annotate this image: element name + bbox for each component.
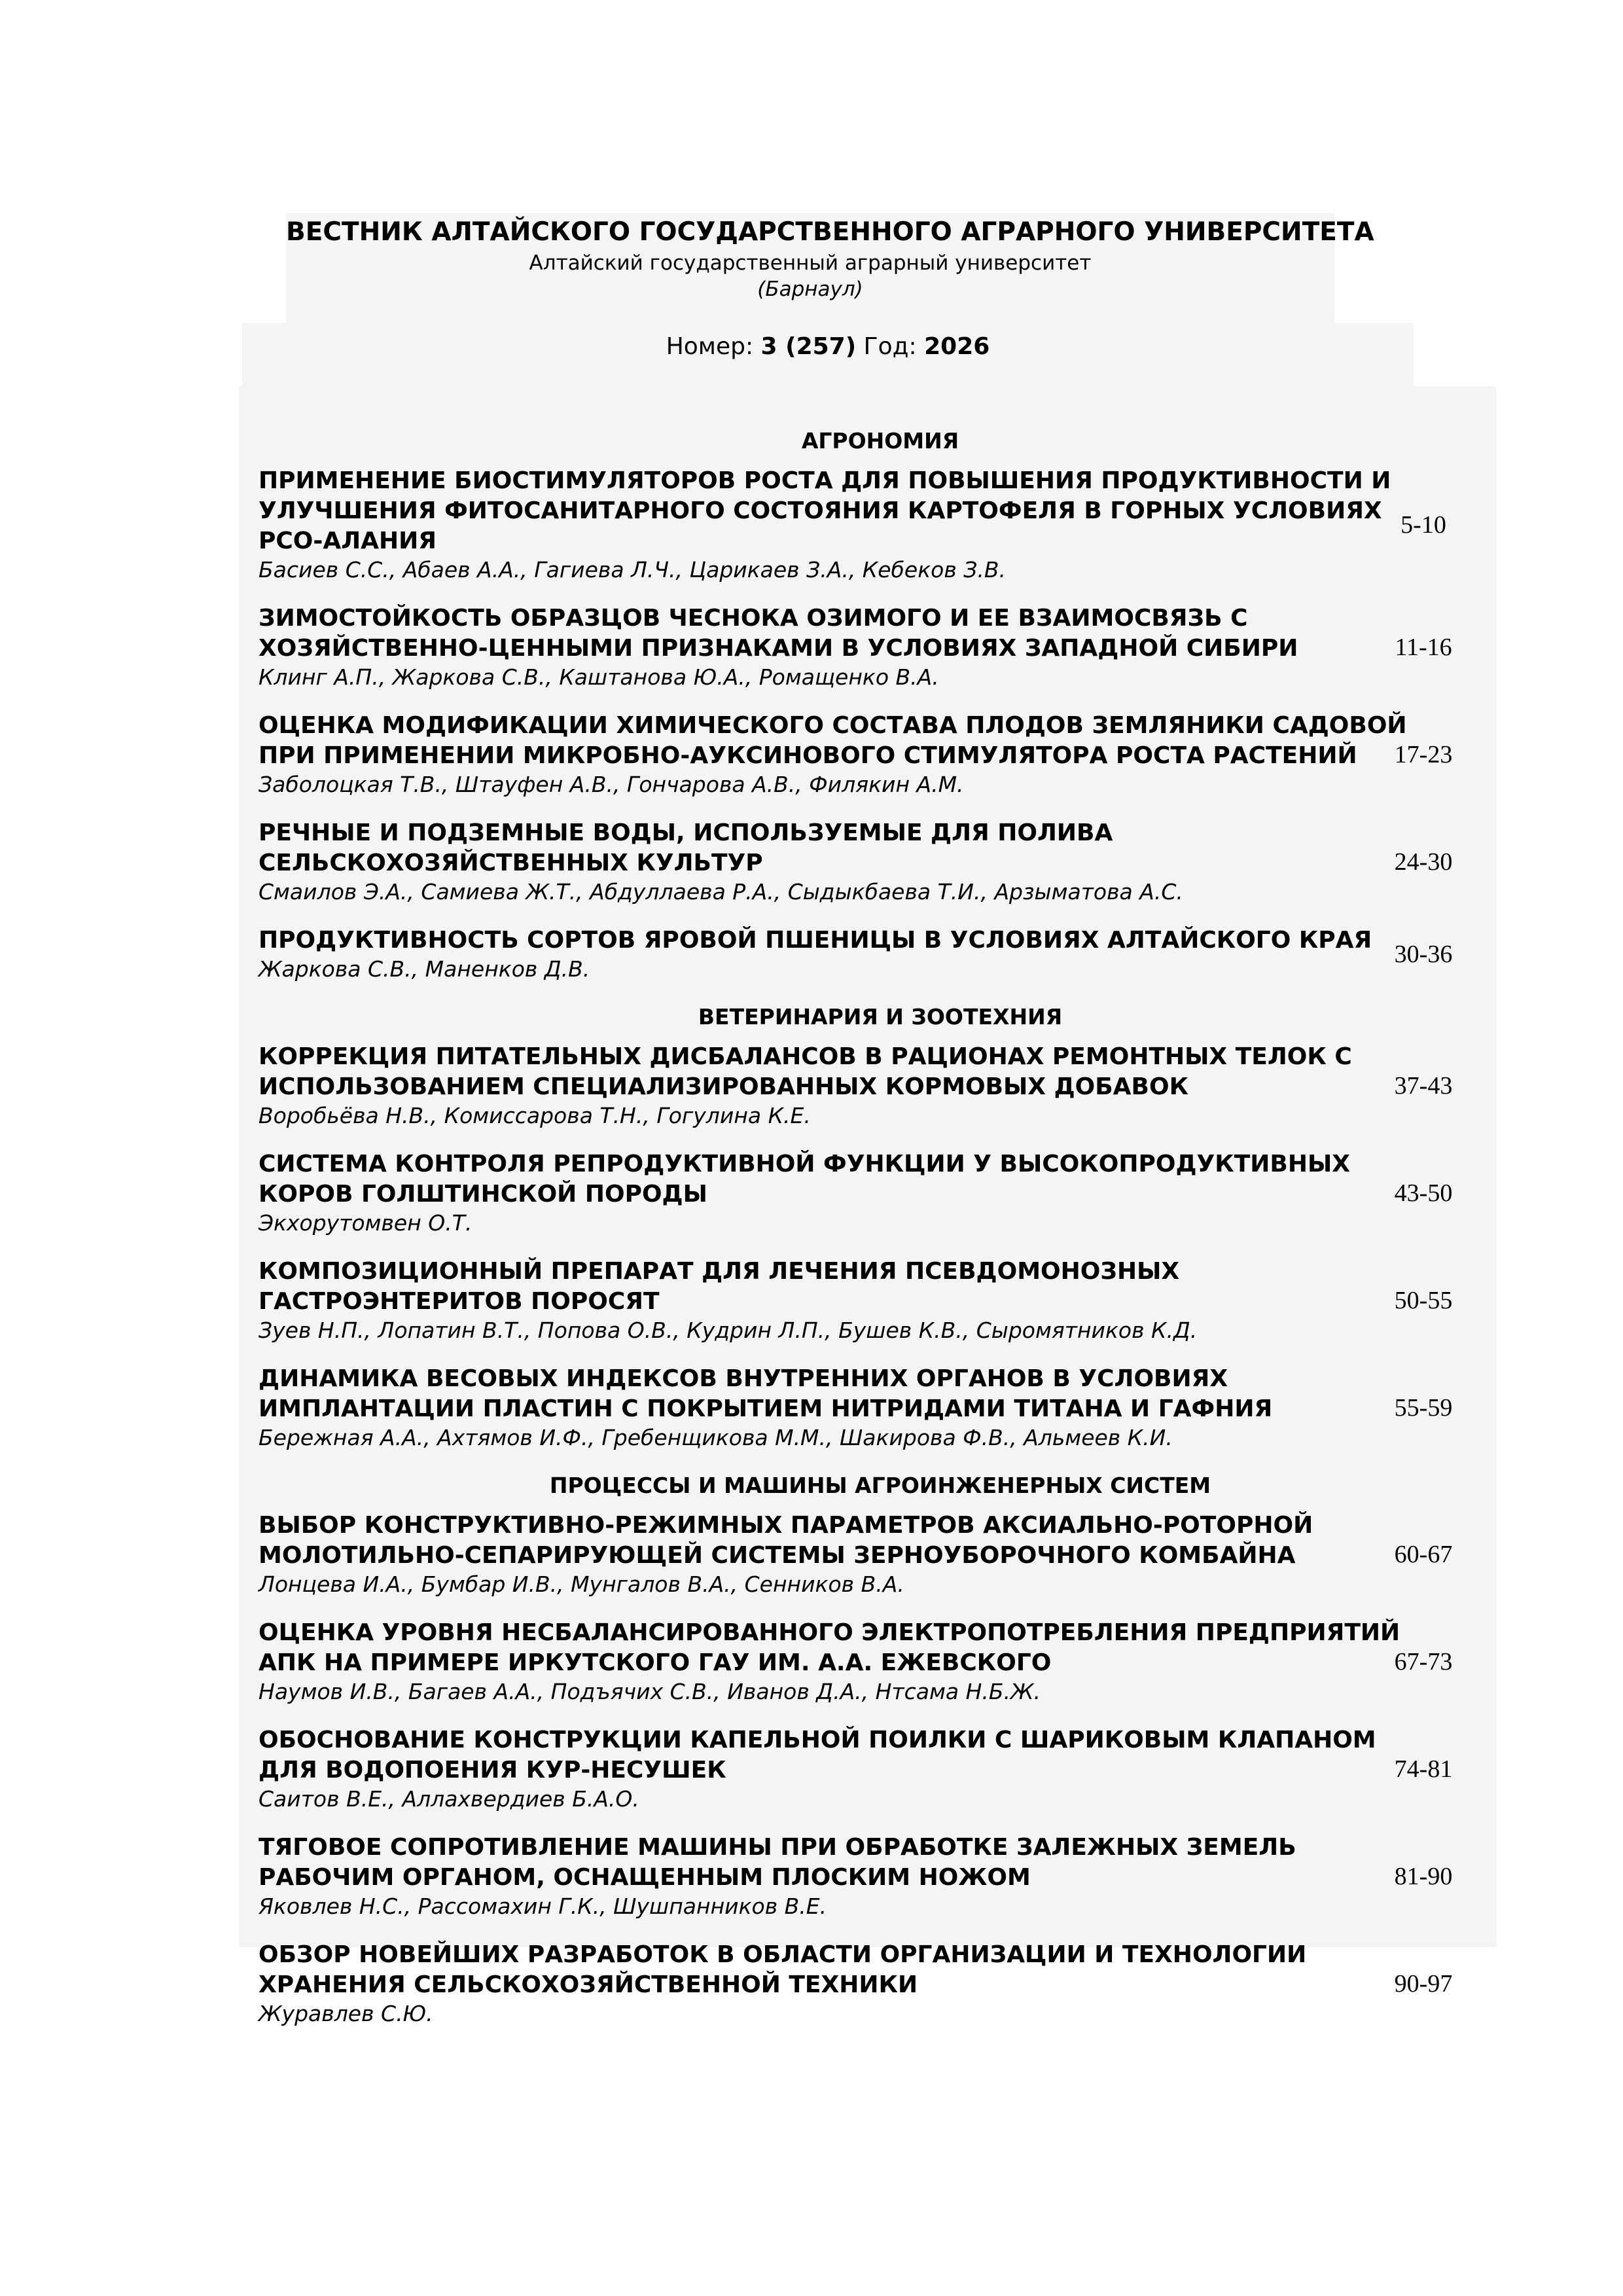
toc-entry[interactable] xyxy=(259,603,1476,691)
article-pages: 30-36 xyxy=(1394,941,1453,968)
article-pages: 55-59 xyxy=(1394,1394,1453,1422)
article-pages: 67-73 xyxy=(1394,1648,1453,1676)
article-pages: 60-67 xyxy=(1394,1541,1453,1568)
toc-entry[interactable] xyxy=(259,1149,1476,1237)
article-pages: 17-23 xyxy=(1394,741,1453,768)
toc-entry-body xyxy=(259,1042,1352,1130)
issue-number-label: Номер: xyxy=(666,333,754,360)
toc-entry-body xyxy=(259,925,1372,983)
toc-entry-body xyxy=(259,711,1407,798)
article-title-line[interactable]: ОБОСНОВАНИЕ КОНСТРУКЦИИ КАПЕЛЬНОЙ ПОИЛКИ С ШАРИКОВЫМ КЛАПАНОМ xyxy=(259,1727,1376,1753)
toc-entry-body xyxy=(259,603,1338,691)
toc-entry-body xyxy=(259,1833,1338,1920)
article-pages: 90-97 xyxy=(1394,1970,1453,1998)
article-title-line[interactable]: РЕЧНЫЕ И ПОДЗЕМНЫЕ ВОДЫ, ИСПОЛЬЗУЕМЫЕ ДЛЯ ПОЛИВА xyxy=(259,819,1113,846)
article-title-line[interactable]: ПРОДУКТИВНОСТЬ СОРТОВ ЯРОВОЙ ПШЕНИЦЫ В УСЛОВИЯХ АЛТАЙСКОГО КРАЯ xyxy=(259,927,1372,954)
toc-entry[interactable] xyxy=(259,1833,1476,1920)
article-title-line[interactable]: ТЯГОВОЕ СОПРОТИВЛЕНИЕ МАШИНЫ ПРИ ОБРАБОТКЕ ЗАЛЕЖНЫХ ЗЕМЕЛЬ xyxy=(259,1834,1296,1861)
toc-entry[interactable] xyxy=(259,1257,1476,1344)
article-title-line[interactable]: РАБОЧИМ ОРГАНОМ, ОСНАЩЕННЫМ ПЛОСКИМ НОЖОМ xyxy=(259,1864,1031,1891)
toc-entry[interactable] xyxy=(259,466,1476,584)
section-heading: ПРОЦЕССЫ И МАШИНЫ АГРОИНЖЕНЕРНЫХ СИСТЕМ xyxy=(549,1473,1211,1498)
article-title-line[interactable]: ЗИМОСТОЙКОСТЬ ОБРАЗЦОВ ЧЕСНОКА ОЗИМОГО И ЕЕ ВЗАИМОСВЯЗЬ С xyxy=(259,605,1248,632)
journal-title: ВЕСТНИК АЛТАЙСКОГО ГОСУДАРСТВЕННОГО АГРАРНОГО УНИВЕРСИТЕТА xyxy=(286,217,1374,247)
article-authors: Зуев Н.П., Лопатин В.Т., Попова О.В., Кудрин Л.П., Бушев К.В., Сыромятников К.Д. xyxy=(259,1318,1198,1343)
toc-entry-body xyxy=(259,1725,1376,1813)
toc-entry[interactable] xyxy=(259,1042,1476,1130)
toc-entry[interactable] xyxy=(259,925,1476,983)
article-authors: Экхорутомвен О.Т. xyxy=(259,1210,473,1236)
article-authors: Жаркова С.В., Маненков Д.В. xyxy=(259,956,590,982)
publisher-city: (Барнаул) xyxy=(757,278,863,301)
article-authors: Саитов В.Е., Аллахвердиев Б.А.О. xyxy=(259,1786,639,1812)
article-authors: Клинг А.П., Жаркова С.В., Каштанова Ю.А., Ромащенко В.А. xyxy=(259,664,939,690)
article-pages: 11-16 xyxy=(1395,634,1452,661)
section-heading: ВЕТЕРИНАРИЯ И ЗООТЕХНИЯ xyxy=(698,1004,1063,1030)
article-title-line[interactable]: ХРАНЕНИЯ СЕЛЬСКОХОЗЯЙСТВЕННОЙ ТЕХНИКИ xyxy=(259,1971,918,1998)
article-title-line[interactable]: КОРОВ ГОЛШТИНСКОЙ ПОРОДЫ xyxy=(259,1181,707,1208)
article-title-line[interactable]: КОРРЕКЦИЯ ПИТАТЕЛЬНЫХ ДИСБАЛАНСОВ В РАЦИОНАХ РЕМОНТНЫХ ТЕЛОК С xyxy=(259,1043,1352,1070)
article-authors: Лонцева И.А., Бумбар И.В., Мунгалов В.А., Сенников В.А. xyxy=(259,1571,904,1597)
article-authors: Смаилов Э.А., Самиева Ж.Т., Абдуллаева Р.А., Сыдыкбаева Т.И., Арзыматова А.С. xyxy=(259,879,1183,905)
article-pages: 24-30 xyxy=(1394,848,1453,876)
toc-entry[interactable] xyxy=(259,1618,1476,1706)
publisher-name: Алтайский государственный аграрный университет xyxy=(529,251,1092,275)
article-pages: 37-43 xyxy=(1394,1072,1453,1100)
article-authors: Наумов И.В., Багаев А.А., Подъячих С.В., Иванов Д.А., Нтсама Н.Б.Ж. xyxy=(259,1679,1041,1704)
toc-entry-body xyxy=(259,1511,1338,1598)
article-title-line[interactable]: ХОЗЯЙСТВЕННО-ЦЕННЫМИ ПРИЗНАКАМИ В УСЛОВИЯХ ЗАПАДНОЙ СИБИРИ xyxy=(259,635,1298,662)
issue-year-label: Год: xyxy=(863,333,917,360)
toc-entry[interactable] xyxy=(259,1940,1476,2028)
article-title-line[interactable]: АПК НА ПРИМЕРЕ ИРКУТСКОГО ГАУ ИМ. А.А. ЕЖЕВСКОГО xyxy=(259,1649,1052,1676)
article-title-line[interactable]: СИСТЕМА КОНТРОЛЯ РЕПРОДУКТИВНОЙ ФУНКЦИИ У ВЫСОКОПРОДУКТИВНЫХ xyxy=(259,1151,1351,1177)
article-title-line[interactable]: ОЦЕНКА УРОВНЯ НЕСБАЛАНСИРОВАННОГО ЭЛЕКТРОПОТРЕБЛЕНИЯ ПРЕДПРИЯТИЙ xyxy=(259,1619,1400,1646)
article-title-line[interactable]: УЛУЧШЕНИЯ ФИТОСАНИТАРНОГО СОСТОЯНИЯ КАРТОФЕЛЯ В ГОРНЫХ УСЛОВИЯХ xyxy=(259,497,1382,524)
article-title-line[interactable]: ИСПОЛЬЗОВАНИЕМ СПЕЦИАЛИЗИРОВАННЫХ КОРМОВЫХ ДОБАВОК xyxy=(259,1073,1189,1100)
toc-entry-body xyxy=(259,1257,1338,1344)
article-title-line[interactable]: МОЛОТИЛЬНО-СЕПАРИРУЮЩЕЙ СИСТЕМЫ ЗЕРНОУБОРОЧНОГО КОМБАЙНА xyxy=(259,1542,1296,1569)
article-title-line[interactable]: ГАСТРОЭНТЕРИТОВ ПОРОСЯТ xyxy=(259,1288,660,1315)
article-authors: Воробьёва Н.В., Комиссарова Т.Н., Гогулина К.Е. xyxy=(259,1103,811,1128)
toc-entry[interactable] xyxy=(259,711,1476,798)
toc-entry-body xyxy=(259,1940,1338,2028)
article-pages: 74-81 xyxy=(1394,1755,1453,1783)
toc-entry[interactable] xyxy=(259,1364,1476,1452)
toc-entry[interactable] xyxy=(259,1725,1476,1813)
article-authors: Бережная А.А., Ахтямов И.Ф., Гребенщикова М.М., Шакирова Ф.В., Альмеев К.И. xyxy=(259,1425,1173,1450)
article-authors: Басиев С.С., Абаев А.А., Гагиева Л.Ч., Царикаев З.А., Кебеков З.В. xyxy=(259,557,1007,583)
article-title-line[interactable]: ВЫБОР КОНСТРУКТИВНО-РЕЖИМНЫХ ПАРАМЕТРОВ АКСИАЛЬНО-РОТОРНОЙ xyxy=(259,1512,1313,1539)
article-pages: 43-50 xyxy=(1394,1179,1453,1207)
toc-entry[interactable] xyxy=(259,818,1476,906)
article-title-line[interactable]: ИМПЛАНТАЦИИ ПЛАСТИН С ПОКРЫТИЕМ НИТРИДАМИ ТИТАНА И ГАФНИЯ xyxy=(259,1395,1273,1422)
article-title-line[interactable]: ДИНАМИКА ВЕСОВЫХ ИНДЕКСОВ ВНУТРЕННИХ ОРГАНОВ В УСЛОВИЯХ xyxy=(259,1365,1228,1392)
section-heading: АГРОНОМИЯ xyxy=(801,428,959,454)
toc-entry[interactable] xyxy=(259,1511,1476,1598)
article-authors: Яковлев Н.С., Рассомахин Г.К., Шушпанников В.Е. xyxy=(259,1893,827,1919)
article-title-line[interactable]: СЕЛЬСКОХОЗЯЙСТВЕННЫХ КУЛЬТУР xyxy=(259,850,763,876)
issue-line xyxy=(242,331,1414,363)
article-pages: 5-10 xyxy=(1400,511,1446,539)
article-pages: 81-90 xyxy=(1394,1863,1453,1890)
toc-entry-body xyxy=(259,1618,1400,1706)
article-authors: Журавлев С.Ю. xyxy=(259,2001,433,2026)
article-title-line[interactable]: ПРИ ПРИМЕНЕНИИ МИКРОБНО-АУКСИНОВОГО СТИМУЛЯТОРА РОСТА РАСТЕНИЙ xyxy=(259,742,1357,769)
toc-entry-body xyxy=(259,1364,1338,1452)
toc-entry-body xyxy=(259,1149,1351,1237)
article-title-line[interactable]: КОМПОЗИЦИОННЫЙ ПРЕПАРАТ ДЛЯ ЛЕЧЕНИЯ ПСЕВДОМОНОЗНЫХ xyxy=(259,1258,1180,1285)
toc-entry-body xyxy=(259,818,1338,906)
article-pages: 50-55 xyxy=(1394,1287,1453,1314)
article-authors: Заболоцкая Т.В., Штауфен А.В., Гончарова А.В., Филякин А.М. xyxy=(259,772,964,797)
table-of-contents xyxy=(259,427,1476,2047)
article-title-line[interactable]: ОЦЕНКА МОДИФИКАЦИИ ХИМИЧЕСКОГО СОСТАВА ПЛОДОВ ЗЕМЛЯНИКИ САДОВОЙ xyxy=(259,712,1407,739)
article-title-line[interactable]: ПРИМЕНЕНИЕ БИОСТИМУЛЯТОРОВ РОСТА ДЛЯ ПОВЫШЕНИЯ ПРОДУКТИВНОСТИ И xyxy=(259,467,1391,494)
toc-entry-body xyxy=(259,466,1391,584)
issue-number: 3 (257) xyxy=(760,333,857,360)
article-title-line[interactable]: ОБЗОР НОВЕЙШИХ РАЗРАБОТОК В ОБЛАСТИ ОРГАНИЗАЦИИ И ТЕХНОЛОГИИ xyxy=(259,1941,1307,1968)
issue-year: 2026 xyxy=(924,333,990,360)
article-title-line[interactable]: ДЛЯ ВОДОПОЕНИЯ КУР-НЕСУШЕК xyxy=(259,1757,726,1784)
article-title-line[interactable]: РСО-АЛАНИЯ xyxy=(259,528,437,554)
